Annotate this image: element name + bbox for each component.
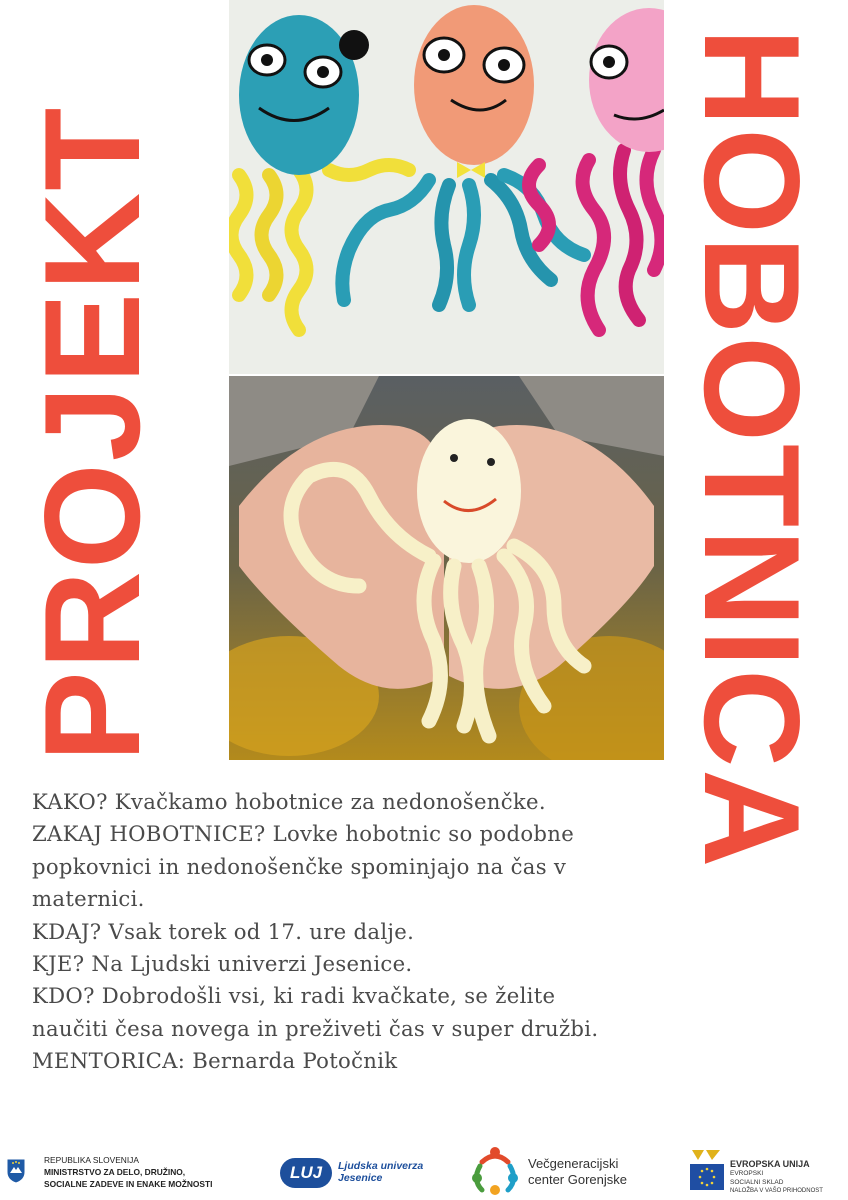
eu-logo — [690, 1148, 840, 1200]
photo-three-octopuses — [229, 0, 664, 374]
footer-logos — [0, 1140, 848, 1200]
luj-mark-icon — [280, 1158, 332, 1188]
luj-mark-text: LUJ — [289, 1163, 323, 1182]
luj-logo — [280, 1156, 460, 1196]
ministry-line3: SOCIALNE ZADEVE IN ENAKE MOŽNOSTI — [44, 1179, 213, 1189]
title-hobotnica: HOBOTNICA — [676, 28, 828, 870]
info-line-mentorica: MENTORICA: Bernarda Potočnik — [32, 1048, 398, 1074]
people-circle-icon — [468, 1144, 522, 1198]
info-line-kdo: KDO? Dobrodošli vsi, ki radi kvačkate, se želite — [32, 983, 556, 1009]
center-line1: Večgeneracijski — [528, 1156, 619, 1171]
eu-line4: NALOŽBA V VAŠO PRIHODNOST — [730, 1188, 823, 1194]
eu-line2: EVROPSKI — [730, 1170, 764, 1177]
ministry-line1: REPUBLIKA SLOVENIJA — [44, 1155, 139, 1165]
center-line2: center Gorenjske — [528, 1172, 627, 1187]
ministry-line2: MINISTRSTVO ZA DELO, DRUŽINO, — [44, 1167, 186, 1177]
info-line-kdaj: KDAJ? Vsak torek od 17. ure dalje. — [32, 918, 415, 944]
eu-line3: SOCIALNI SKLAD — [730, 1179, 784, 1186]
info-line-kje: KJE? Na Ljudski univerzi Jesenice. — [32, 951, 413, 977]
eu-line1: EVROPSKA UNIJA — [730, 1159, 810, 1169]
info-line-kako: KAKO? Kvačkamo hobotnice za nedonošenčke. — [32, 789, 546, 814]
photo-hands-octopus — [229, 376, 664, 760]
info-text — [32, 786, 732, 1078]
title-projekt: PROJEKT — [16, 105, 168, 762]
slovenia-coat-of-arms-icon — [6, 1158, 26, 1184]
info-line-zakaj-cont-1: popkovnici in nedonošenčke spominjajo na čas v — [32, 853, 567, 879]
eu-flag-icon — [690, 1148, 724, 1194]
info-line-zakaj: ZAKAJ HOBOTNICE? Lovke hobotnic so podobne — [32, 821, 575, 847]
luj-line2: Jesenice — [338, 1172, 383, 1184]
info-line-zakaj-cont-2: maternici. — [32, 886, 145, 912]
luj-line1: Ljudska univerza — [338, 1160, 424, 1172]
ministry-logo — [6, 1154, 246, 1198]
center-gorenjske-logo — [468, 1144, 658, 1200]
info-line-kdo-cont: naučiti česa novega in preživeti čas v super družbi. — [32, 1015, 599, 1041]
